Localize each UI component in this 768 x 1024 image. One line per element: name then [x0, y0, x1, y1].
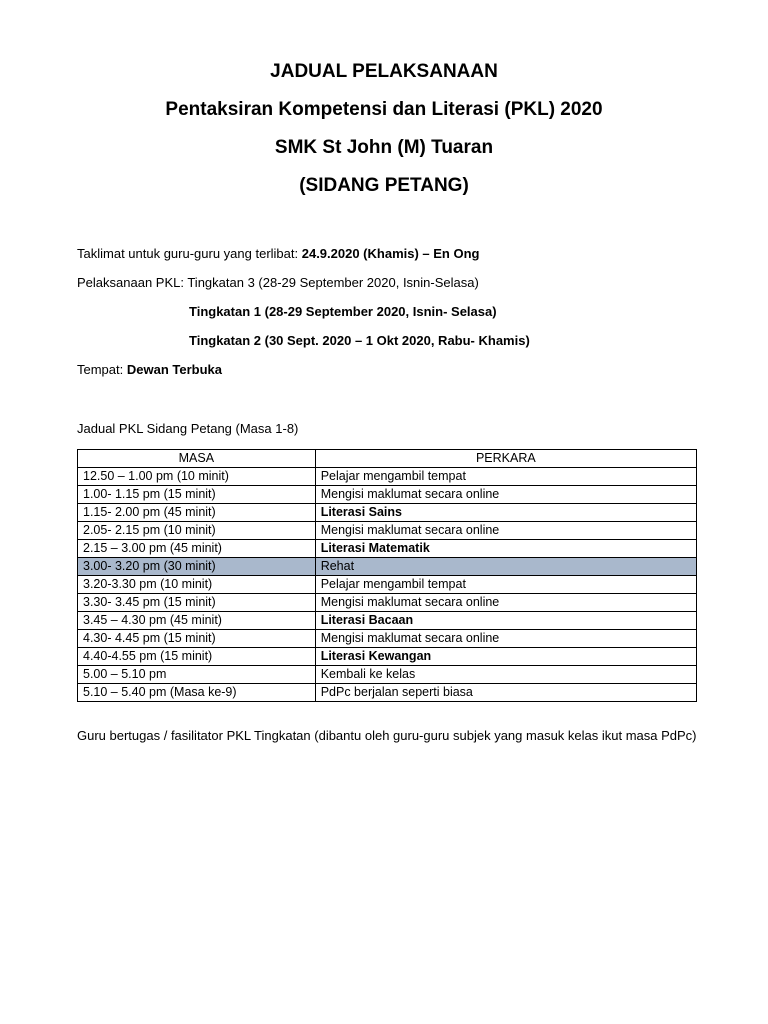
- cell-masa: 4.30- 4.45 pm (15 minit): [78, 630, 316, 648]
- venue-value: Dewan Terbuka: [126, 362, 222, 377]
- briefing-line: [77, 245, 479, 263]
- header-perkara: PERKARA: [315, 450, 696, 468]
- table-header-row: [78, 450, 697, 468]
- cell-masa: 3.30- 3.45 pm (15 minit): [78, 594, 316, 612]
- implementation-form3: Tingkatan 3 (28-29 September 2020, Isnin-Selasa): [187, 275, 479, 290]
- cell-masa: 2.15 – 3.00 pm (45 minit): [78, 540, 316, 558]
- cell-masa: 4.40-4.55 pm (15 minit): [78, 648, 316, 666]
- table-row: [78, 540, 697, 558]
- implementation-line: [77, 274, 479, 292]
- title-line-4: (SIDANG PETANG): [299, 175, 469, 196]
- table-row: [78, 486, 697, 504]
- table-row: [78, 648, 697, 666]
- cell-masa: 5.00 – 5.10 pm: [78, 666, 316, 684]
- table-row: [78, 684, 697, 702]
- implementation-form1: Tingkatan 1 (28-29 September 2020, Isnin- Selasa): [189, 304, 497, 319]
- venue-label: Tempat:: [77, 362, 127, 377]
- implementation-form2-line: [189, 332, 530, 350]
- table-caption: Jadual PKL Sidang Petang (Masa 1-8): [77, 421, 299, 436]
- cell-perkara: PdPc berjalan seperti biasa: [315, 684, 696, 702]
- document-title: [0, 58, 768, 210]
- footer-note: Guru bertugas / fasilitator PKL Tingkatan (dibantu oleh guru-guru subjek yang masuk kelas ikut masa PdPc): [77, 728, 697, 743]
- cell-masa: 2.05- 2.15 pm (10 minit): [78, 522, 316, 540]
- briefing-value: 24.9.2020 (Khamis) – En Ong: [301, 246, 480, 261]
- cell-perkara: Kembali ke kelas: [315, 666, 696, 684]
- cell-perkara: Mengisi maklumat secara online: [315, 486, 696, 504]
- cell-perkara: Rehat: [315, 558, 696, 576]
- cell-masa: 12.50 – 1.00 pm (10 minit): [78, 468, 316, 486]
- table-row: [78, 576, 697, 594]
- cell-perkara: Literasi Sains: [315, 504, 696, 522]
- cell-perkara: Pelajar mengambil tempat: [315, 576, 696, 594]
- title-line-2: Pentaksiran Kompetensi dan Literasi (PKL) 2020: [165, 99, 603, 120]
- cell-masa: 5.10 – 5.40 pm (Masa ke-9): [78, 684, 316, 702]
- cell-perkara: Literasi Bacaan: [315, 612, 696, 630]
- cell-masa: 1.15- 2.00 pm (45 minit): [78, 504, 316, 522]
- cell-perkara: Mengisi maklumat secara online: [315, 522, 696, 540]
- cell-masa: 3.00- 3.20 pm (30 minit): [78, 558, 316, 576]
- implementation-form2: Tingkatan 2 (30 Sept. 2020 – 1 Okt 2020, Rabu- Khamis): [189, 333, 530, 348]
- implementation-form1-line: [189, 303, 497, 321]
- venue-line: [77, 361, 222, 379]
- table-row: [78, 666, 697, 684]
- cell-masa: 1.00- 1.15 pm (15 minit): [78, 486, 316, 504]
- table-row: [78, 468, 697, 486]
- table-row-break: [78, 558, 697, 576]
- cell-masa: 3.45 – 4.30 pm (45 minit): [78, 612, 316, 630]
- table-row: [78, 630, 697, 648]
- title-line-1: JADUAL PELAKSANAAN: [270, 61, 498, 82]
- cell-masa: 3.20-3.30 pm (10 minit): [78, 576, 316, 594]
- table-row: [78, 594, 697, 612]
- table-row: [78, 522, 697, 540]
- cell-perkara: Mengisi maklumat secara online: [315, 630, 696, 648]
- cell-perkara: Literasi Matematik: [315, 540, 696, 558]
- title-line-3: SMK St John (M) Tuaran: [274, 137, 494, 158]
- header-masa: MASA: [78, 450, 316, 468]
- cell-perkara: Mengisi maklumat secara online: [315, 594, 696, 612]
- briefing-label: Taklimat untuk guru-guru yang terlibat:: [77, 246, 302, 261]
- schedule-table: [77, 449, 697, 702]
- table-row: [78, 504, 697, 522]
- cell-perkara: Pelajar mengambil tempat: [315, 468, 696, 486]
- cell-perkara: Literasi Kewangan: [315, 648, 696, 666]
- implementation-label: Pelaksanaan PKL:: [77, 275, 188, 290]
- table-row: [78, 612, 697, 630]
